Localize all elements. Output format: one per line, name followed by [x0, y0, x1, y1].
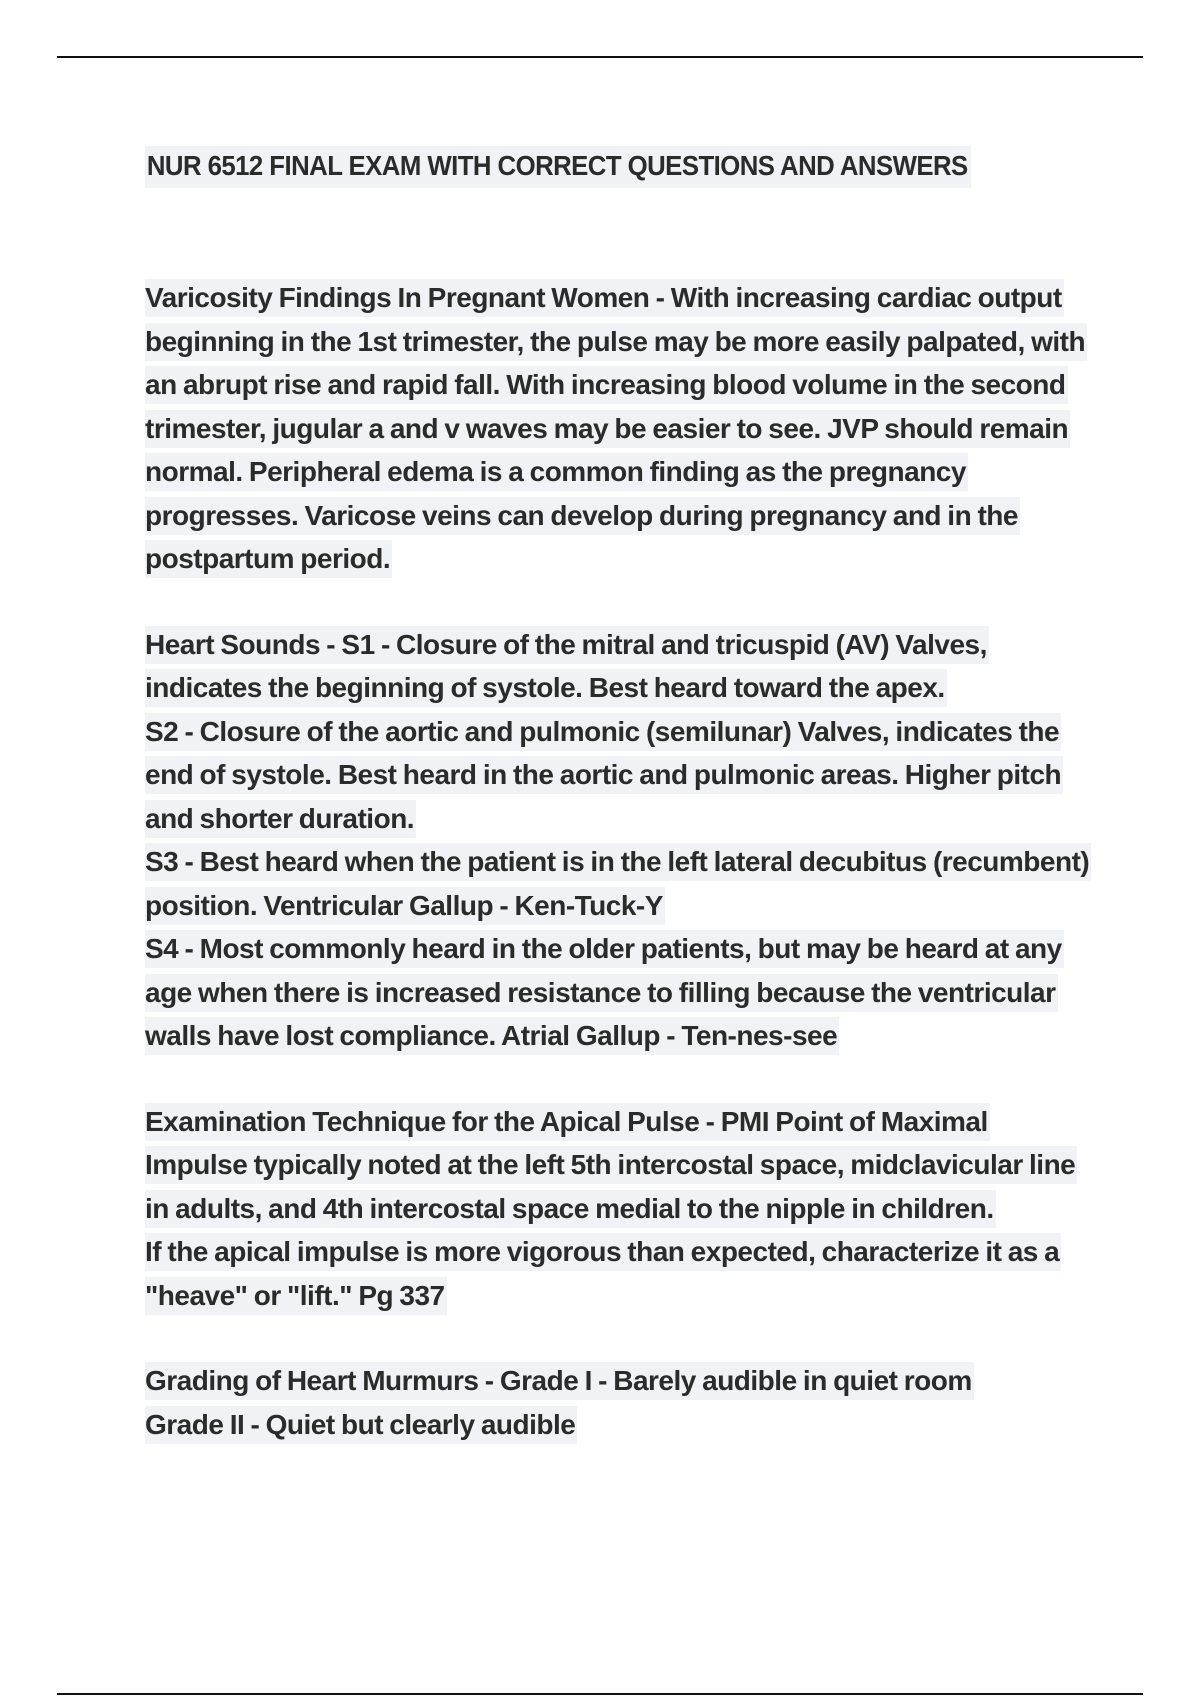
entry-text: Grade II - Quiet but clearly audible [145, 1406, 577, 1444]
entry-text: S3 - Best heard when the patient is in the left lateral decubitus (recumbent) position. Ventricular Gallup - Ken-Tuck-Y [145, 843, 1091, 925]
entry-paragraph [145, 276, 1095, 581]
entry-text: If the apical impulse is more vigorous than expected, characterize it as a "heave" or "lift." Pg 337 [145, 1233, 1061, 1315]
entry-paragraph [145, 710, 1095, 841]
entry-paragraph [145, 1100, 1095, 1231]
qa-entry-heart-sounds [145, 623, 1095, 1058]
entry-text: Grading of Heart Murmurs - Grade I - Barely audible in quiet room [145, 1362, 974, 1400]
entry-text: S4 - Most commonly heard in the older patients, but may be heard at any age when there is increased resistance to filling because the ventricular walls have lost compliance. Atrial Gallup - Ten-nes-see [145, 930, 1064, 1055]
qa-entry-varicosity [145, 276, 1095, 581]
entry-paragraph [145, 1359, 1095, 1403]
qa-entry-apical-pulse [145, 1100, 1095, 1318]
top-rule [57, 56, 1143, 58]
entry-text: Examination Technique for the Apical Pulse - PMI Point of Maximal Impulse typically noted at the left 5th intercostal space, midclavicular line in adults, and 4th intercostal space medial to the nipple in children. [145, 1103, 1077, 1228]
entry-text: Varicosity Findings In Pregnant Women - With increasing cardiac output beginning in the 1st trimester, the pulse may be more easily palpated, with an abrupt rise and rapid fall. With increasing blood volume in the second trimester, jugular a and v waves may be easier to see. JVP should remain normal. Peripheral edema is a common finding as the pregnancy progresses. Varicose veins can develop during pregnancy and in the postpartum period. [145, 279, 1087, 578]
entry-paragraph [145, 1403, 1095, 1447]
qa-entry-heart-murmurs [145, 1359, 1095, 1446]
document-title-row [145, 146, 1095, 188]
entry-text: S2 - Closure of the aortic and pulmonic (semilunar) Valves, indicates the end of systole. Best heard in the aortic and pulmonic areas. Higher pitch and shorter duration. [145, 713, 1063, 838]
entry-paragraph [145, 1230, 1095, 1317]
entry-paragraph [145, 623, 1095, 710]
entry-paragraph [145, 927, 1095, 1058]
entry-paragraph [145, 840, 1095, 927]
bottom-rule [57, 1693, 1143, 1695]
document-title: NUR 6512 FINAL EXAM WITH CORRECT QUESTIONS AND ANSWERS [145, 146, 971, 188]
document-body [145, 146, 1095, 1446]
entry-text: Heart Sounds - S1 - Closure of the mitral and tricuspid (AV) Valves, indicates the beginning of systole. Best heard toward the apex. [145, 626, 989, 708]
